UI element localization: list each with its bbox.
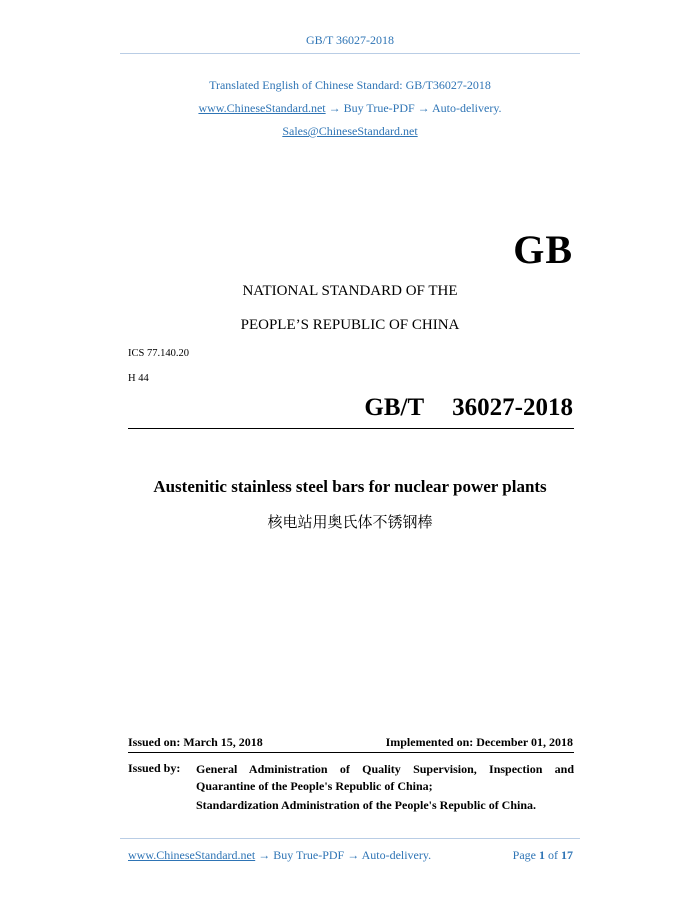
purchase-line	[0, 101, 700, 116]
standard-number: GB/T 36027-2018	[364, 394, 573, 421]
page-current: 1	[539, 848, 545, 862]
page-of: of	[548, 848, 558, 862]
issued-on-date: Issued on: March 15, 2018	[128, 735, 263, 749]
national-standard-line1: NATIONAL STANDARD OF THE	[242, 283, 458, 299]
page-label: Page	[512, 848, 536, 862]
running-header: GB/T 36027-2018	[305, 33, 395, 47]
page-total: 17	[561, 848, 573, 862]
footer-purchase-line	[128, 848, 431, 863]
national-standard-line2: PEOPLE’S REPUBLIC OF CHINA	[240, 317, 460, 333]
title-english: Austenitic stainless steel bars for nuclear power plants	[153, 477, 547, 496]
email-link[interactable]: Sales@ChineseStandard.net	[282, 124, 418, 138]
footer-divider	[120, 838, 580, 839]
implemented-on-date: Implemented on: December 01, 2018	[385, 735, 573, 749]
dates-rule	[128, 752, 574, 753]
site-link[interactable]: www.ChineseStandard.net	[198, 101, 326, 115]
ics-code: ICS 77.140.20	[128, 348, 189, 359]
purchase-text: → Buy True-PDF → Auto-delivery.	[325, 101, 502, 115]
email-line	[0, 124, 700, 139]
issued-by-label: Issued by:	[128, 761, 181, 775]
title-chinese: 核电站用奥氏体不锈钢棒	[267, 513, 433, 531]
footer-site-link[interactable]: www.ChineseStandard.net	[128, 848, 256, 862]
issuer-org-2: Standardization Administration of the People's Republic of China.	[196, 798, 537, 812]
translation-notice: Translated English of Chinese Standard: GB/T36027-2018	[209, 78, 491, 92]
footer-purchase-text: → Buy True-PDF → Auto-delivery.	[255, 848, 432, 862]
issuer-org-1: General Administration of Quality Supervision, Inspection and Quarantine of the People's Republic of China;	[196, 762, 574, 793]
header-divider	[120, 53, 580, 54]
page-indicator	[513, 848, 573, 863]
h-code: H 44	[128, 373, 149, 384]
gb-mark: GB	[513, 227, 573, 272]
standard-number-rule	[128, 428, 574, 429]
